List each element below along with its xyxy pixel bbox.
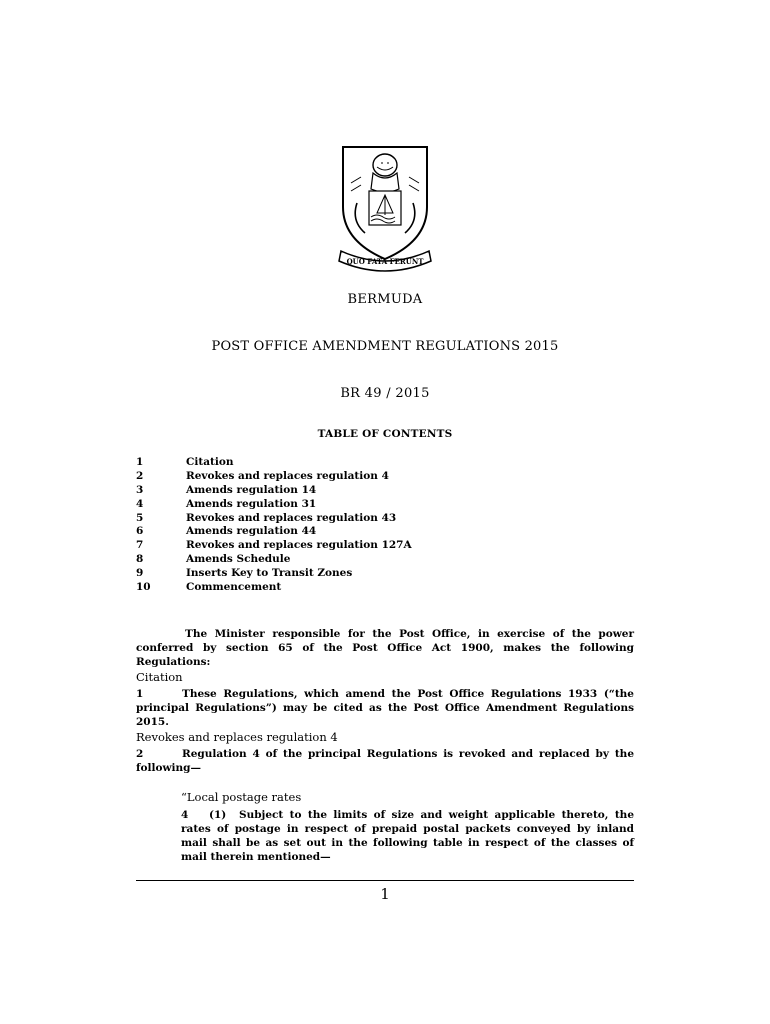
country-name: BERMUDA [347,292,423,307]
toc-item: 9 Inserts Key to Transit Zones [136,567,353,580]
toc-item: 2 Revokes and replaces regulation 4 [136,469,389,482]
quoted-number: 4 [181,809,189,821]
section-number: 1 [136,688,144,700]
section-heading-regulation-4: Revokes and replaces regulation 4 [136,730,338,744]
document-title: POST OFFICE AMENDMENT REGULATIONS 2015 [211,339,559,354]
section-body: These Regulations, which amend the Post Office Regulations 1933 (“the principal Regulations”) may be cited as the Post Office Amendment Regulations 2015. [136,688,634,728]
table-of-contents [136,456,636,595]
quoted-body: Subject to the limits of size and weight applicable thereto, the rates of postage in respect of prepaid postal packets conveyed by inland mail shall be as set out in the following table in respect of the classes of mail therein mentioned— [181,809,634,863]
toc-item: 6 Amends regulation 44 [136,525,317,538]
quoted-regulation [181,790,634,864]
quoted-text [181,808,634,864]
motto-text: QUO FATA FERUNT [346,257,424,266]
section-1-text [136,687,634,729]
toc-item: 7 Revokes and replaces regulation 127A [136,539,412,552]
toc-item: 1 Citation [136,456,234,468]
toc-item: 5 Revokes and replaces regulation 43 [136,511,397,524]
toc-item: 3 Amends regulation 14 [136,483,317,496]
quoted-subsection: (1) [209,809,227,821]
footer-rule [136,880,634,881]
toc-heading: TABLE OF CONTENTS [317,428,453,440]
section-heading-citation: Citation [136,670,183,684]
section-body: Regulation 4 of the principal Regulations is revoked and replaced by the following— [136,748,634,774]
quoted-heading: “Local postage rates [181,790,302,804]
regulation-number: BR 49 / 2015 [340,386,430,401]
section-number: 2 [136,748,144,760]
toc-item: 8 Amends Schedule [136,553,291,566]
preamble: The Minister responsible for the Post Office, in exercise of the power conferred by section 65 of the Post Office Act 1900, makes the following Regulations: [136,628,634,668]
toc-item: 4 Amends regulation 31 [136,497,317,510]
page-number: 1 [380,885,390,903]
toc-item: 10 Commencement [136,581,282,594]
section-2-text [136,747,634,775]
coat-of-arms-emblem [337,143,433,279]
